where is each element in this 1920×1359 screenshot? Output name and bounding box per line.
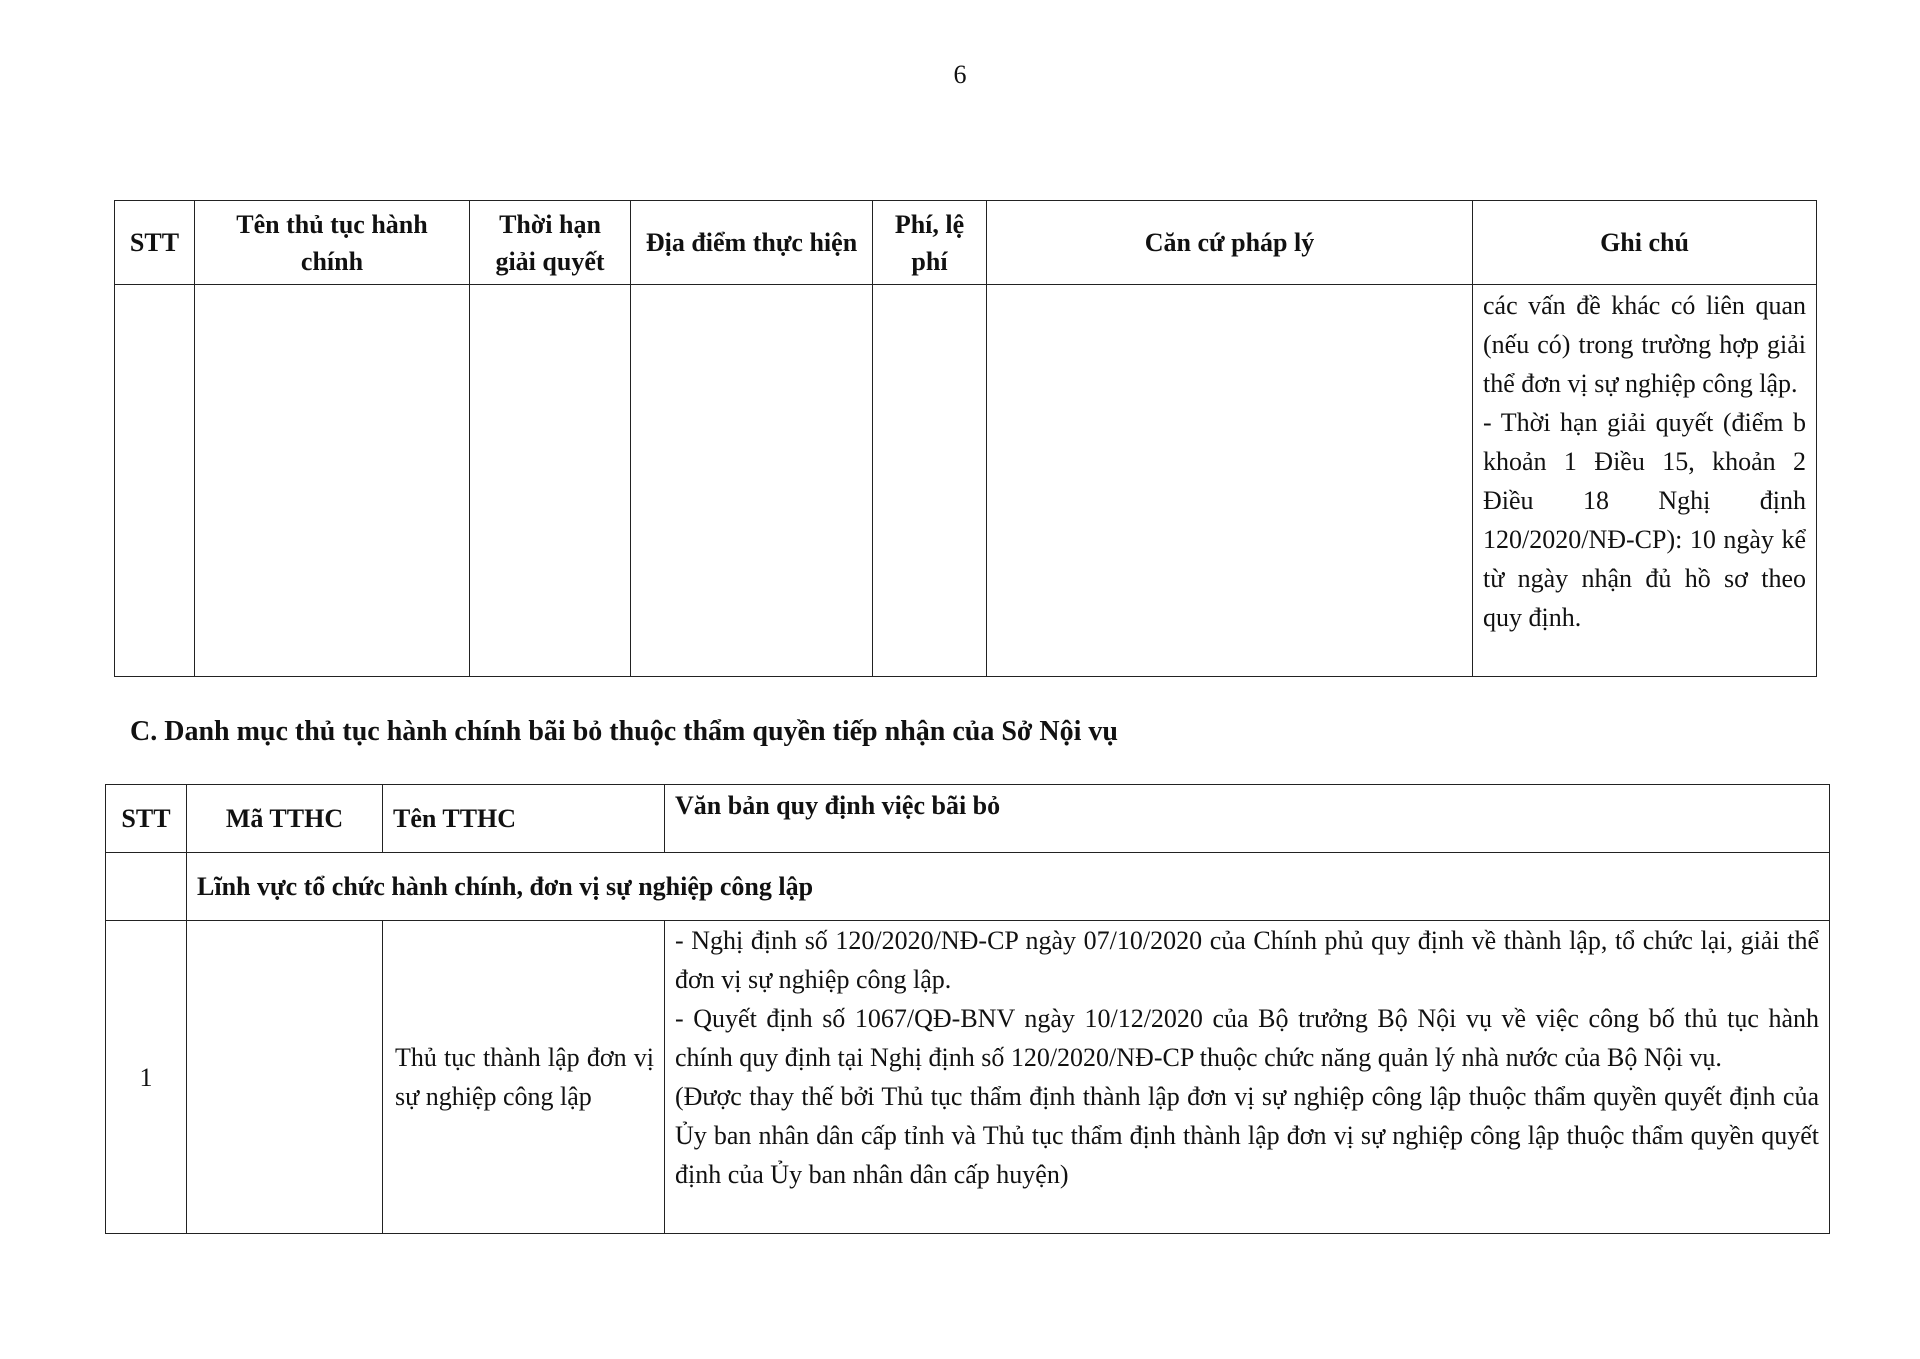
- cell-procedure-code: [187, 921, 383, 1234]
- header-notes: Ghi chú: [1473, 201, 1817, 285]
- table-header-row: [115, 201, 1817, 285]
- cell-processing-time: [470, 285, 631, 677]
- document-paragraph: - Quyết định số 1067/QĐ-BNV ngày 10/12/2020 của Bộ trưởng Bộ Nội vụ về việc công bố thủ tục hành chính quy định tại Nghị định số 120/2020/NĐ-CP thuộc chức năng quản lý nhà nước của Bộ Nội vụ.: [675, 1004, 1819, 1072]
- cell-abolition-document: [665, 921, 1830, 1234]
- header-processing-time: Thời hạn giải quyết: [470, 201, 631, 285]
- note-paragraph: - Thời hạn giải quyết (điểm b khoản 1 Điều 15, khoản 2 Điều 18 Nghị định 120/2020/NĐ-CP): 10 ngày kể từ ngày nhận đủ hồ sơ theo quy định.: [1483, 408, 1806, 632]
- table-row: [115, 285, 1817, 677]
- table-header-row: [106, 785, 1830, 853]
- header-procedure-name: Tên thủ tục hành chính: [195, 201, 470, 285]
- cell-procedure-name: [195, 285, 470, 677]
- cell-legal-basis: [987, 285, 1473, 677]
- header-procedure-name: Tên TTHC: [383, 785, 665, 853]
- cell-notes: [1473, 285, 1817, 677]
- header-abolition-document: Văn bản quy định việc bãi bỏ: [665, 785, 1830, 853]
- header-stt: STT: [115, 201, 195, 285]
- document-paragraph: (Được thay thế bởi Thủ tục thẩm định thành lập đơn vị sự nghiệp công lập thuộc thẩm quyền quyết định của Ủy ban nhân dân cấp tỉnh và Thủ tục thẩm định thành lập đơn vị sự nghiệp công lập thuộc thẩm quyền quyết định của Ủy ban nhân dân cấp huyện): [675, 1082, 1819, 1189]
- cell-fees: [873, 285, 987, 677]
- document-paragraph: - Nghị định số 120/2020/NĐ-CP ngày 07/10/2020 của Chính phủ quy định về thành lập, tổ chức lại, giải thể đơn vị sự nghiệp công lập.: [675, 926, 1819, 994]
- cell-procedure-name: Thủ tục thành lập đơn vị sự nghiệp công lập: [383, 921, 665, 1234]
- cell-location: [631, 285, 873, 677]
- header-procedure-code: Mã TTHC: [187, 785, 383, 853]
- section-c-heading: C. Danh mục thủ tục hành chính bãi bỏ thuộc thẩm quyền tiếp nhận của Sở Nội vụ: [130, 716, 1118, 747]
- abolished-procedures-table: [105, 784, 1830, 1234]
- group-stt: [106, 853, 187, 921]
- header-legal-basis: Căn cứ pháp lý: [987, 201, 1473, 285]
- table-group-row: [106, 853, 1830, 921]
- header-fees: Phí, lệ phí: [873, 201, 987, 285]
- group-label: Lĩnh vực tổ chức hành chính, đơn vị sự nghiệp công lập: [187, 853, 1830, 921]
- cell-stt: [115, 285, 195, 677]
- header-stt: STT: [106, 785, 187, 853]
- procedures-table: [114, 200, 1817, 677]
- cell-stt: 1: [106, 921, 187, 1234]
- table-row: [106, 921, 1830, 1234]
- note-paragraph: các vấn đề khác có liên quan (nếu có) trong trường hợp giải thể đơn vị sự nghiệp công lập.: [1483, 291, 1806, 398]
- page-number: 6: [953, 60, 967, 89]
- header-location: Địa điểm thực hiện: [631, 201, 873, 285]
